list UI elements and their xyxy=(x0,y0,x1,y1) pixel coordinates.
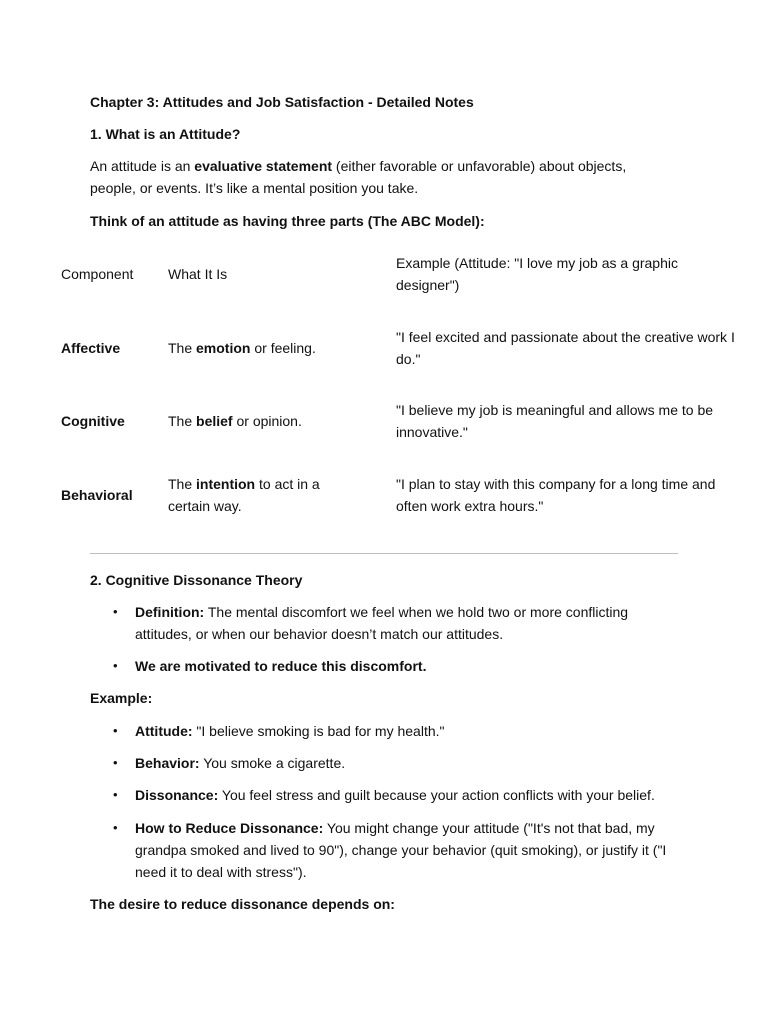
list-item-body: The mental discomfort we feel when we hold two or more conflicting attitudes, or when our behavior doesn’t match our attitudes. xyxy=(135,604,629,642)
what-post: or opinion. xyxy=(232,413,302,429)
list-item-bold: Behavior: xyxy=(135,755,200,771)
what-pre: The xyxy=(168,340,197,356)
table-row-cognitive-example: "I believe my job is meaningful and allows me to be innovative." xyxy=(396,402,714,440)
list-item-bold: Attitude: xyxy=(135,723,193,739)
example-label: Example: xyxy=(90,690,153,706)
list-item-text xyxy=(135,784,680,806)
list-item-text xyxy=(135,601,680,645)
what-bold: emotion xyxy=(196,340,251,356)
list-item-bold: Definition: xyxy=(135,604,205,620)
table-row-behavioral-what xyxy=(168,473,338,517)
bullet-icon: • xyxy=(113,604,118,619)
attitude-definition-bold: evaluative statement xyxy=(194,158,333,174)
table-row-affective-component: Affective xyxy=(61,340,121,356)
bullet-icon: • xyxy=(113,658,118,673)
bullet-icon: • xyxy=(113,755,118,770)
list-item-body: "I believe smoking is bad for my health." xyxy=(192,723,445,739)
list-item-bold: We are motivated to reduce this discomfort. xyxy=(135,658,427,674)
what-pre: The xyxy=(168,476,197,492)
list-item-text xyxy=(135,720,680,742)
bullet-icon: • xyxy=(113,723,118,738)
attitude-definition-post: (either favorable or unfavorable) about objects, people, or events. It’s like a mental position you take. xyxy=(90,158,627,196)
attitude-definition-paragraph xyxy=(90,155,670,199)
list-item-text xyxy=(135,817,680,883)
list-item-bold: How to Reduce Dissonance: xyxy=(135,820,324,836)
list-item-text xyxy=(135,655,680,677)
bullet-icon: • xyxy=(113,820,118,835)
list-item-body: You feel stress and guilt because your action conflicts with your belief. xyxy=(218,787,655,803)
list-item-bold: Dissonance: xyxy=(135,787,219,803)
table-row-behavioral-example: "I plan to stay with this company for a long time and often work extra hours." xyxy=(396,476,716,514)
dissonance-factors-intro: The desire to reduce dissonance depends on: xyxy=(90,896,395,912)
what-bold: intention xyxy=(196,476,256,492)
bullet-icon: • xyxy=(113,787,118,802)
list-item-text xyxy=(135,752,680,774)
table-row-affective-example: "I feel excited and passionate about the creative work I do." xyxy=(396,329,735,367)
section-divider xyxy=(90,553,678,554)
list-item-body: You smoke a cigarette. xyxy=(199,755,346,771)
what-post: to act in a certain way. xyxy=(168,476,320,514)
table-header-example: Example (Attitude: "I love my job as a graphic designer") xyxy=(396,255,678,293)
table-header-component: Component xyxy=(61,266,134,282)
table-header-what: What It Is xyxy=(168,266,228,282)
section-1-heading: 1. What is an Attitude? xyxy=(90,126,241,142)
abc-model-intro: Think of an attitude as having three parts (The ABC Model): xyxy=(90,213,485,229)
table-row-cognitive-what xyxy=(168,410,368,432)
page-title: Chapter 3: Attitudes and Job Satisfaction - Detailed Notes xyxy=(90,94,474,110)
table-row-behavioral-component: Behavioral xyxy=(61,487,133,503)
table-row-cognitive-component: Cognitive xyxy=(61,413,125,429)
what-bold: belief xyxy=(196,413,233,429)
attitude-definition-pre: An attitude is an xyxy=(90,158,195,174)
table-row-affective-what xyxy=(168,337,368,359)
list-item-body: You might change your attitude ("It's not that bad, my grandpa smoked and lived to 90"), change your behavior (quit smoking), or justify it ("I need it to deal with stress"). xyxy=(135,820,667,880)
section-2-heading: 2. Cognitive Dissonance Theory xyxy=(90,572,303,588)
what-pre: The xyxy=(168,413,197,429)
what-post: or feeling. xyxy=(250,340,316,356)
